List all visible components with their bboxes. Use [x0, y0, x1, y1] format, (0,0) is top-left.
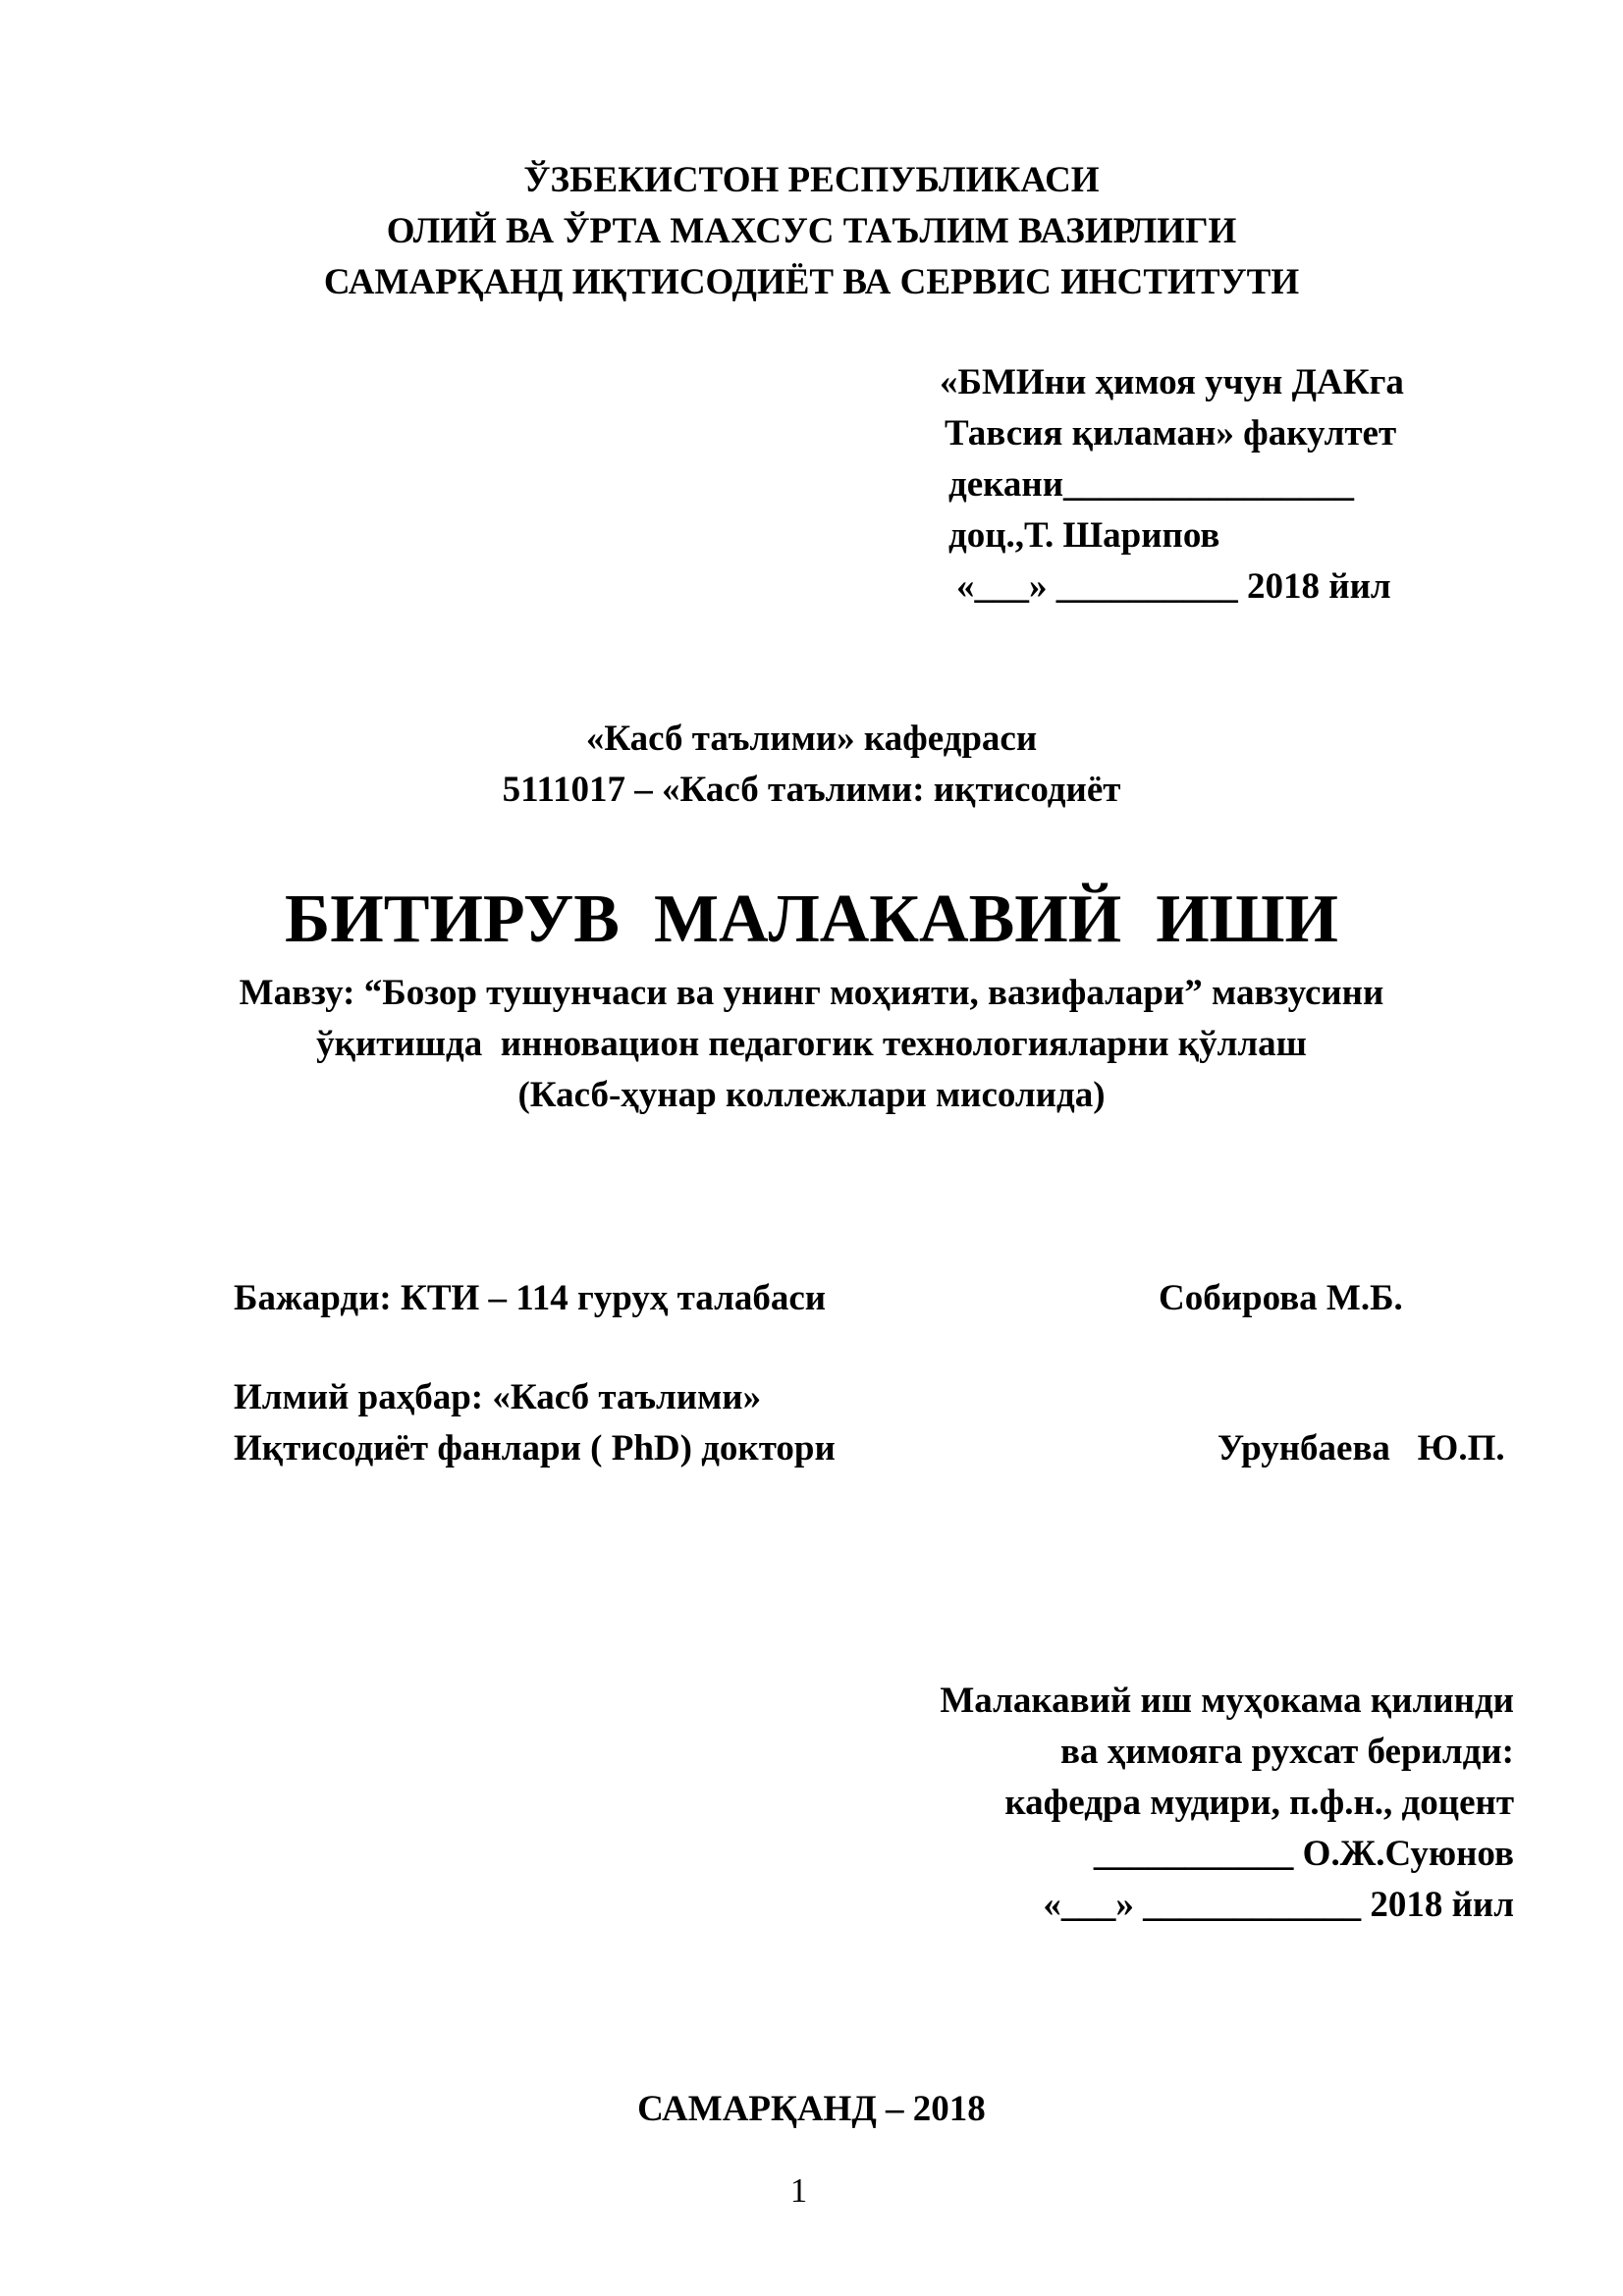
approval-line-5: «___» __________ 2018 йил — [956, 566, 1391, 607]
approval-line-4: доц.,Т. Шарипов — [948, 515, 1220, 556]
discussion-line-4: ___________ О.Ж.Суюнов — [1093, 1834, 1514, 1874]
discussion-line-5: «___» ____________ 2018 йил — [1043, 1885, 1514, 1925]
supervisor-name: Урунбаева Ю.П. — [1217, 1428, 1505, 1468]
supervisor-line-1: Илмий раҳбар: «Касб таълими» — [234, 1377, 762, 1417]
discussion-block — [940, 1676, 1514, 1931]
header-line-institute: САМАРҚАНД ИҚТИСОДИЁТ ВА СЕРВИС ИНСТИТУТИ — [323, 262, 1300, 302]
author-label: Бажарди: КТИ – 114 гуруҳ талабаси — [234, 1278, 827, 1318]
author-name: Собирова М.Б. — [1159, 1278, 1403, 1318]
document-title: БИТИРУВ МАЛАКАВИЙ ИШИ — [285, 881, 1338, 957]
topic-line-1: Мавзу: “Бозор тушунчаси ва унинг моҳияти, вазифалари” мавзусини — [239, 973, 1384, 1013]
topic-line-2: ўқитишда инновацион педагогик технологияларни қўллаш — [316, 1024, 1307, 1064]
city-year: САМАРҚАНД – 2018 — [637, 2089, 986, 2129]
header-line-ministry: ОЛИЙ ВА ЎРТА МАХСУС ТАЪЛИМ ВАЗИРЛИГИ — [386, 211, 1237, 251]
discussion-line-1: Малакавий иш муҳокама қилинди — [940, 1681, 1514, 1721]
approval-line-1: «БМИни ҳимоя учун ДАКга — [940, 362, 1404, 402]
supervisor-line-2: Иқтисодиёт фанлари ( PhD) доктори — [234, 1428, 836, 1468]
discussion-line-2: ва ҳимояга рухсат берилди: — [1060, 1732, 1514, 1772]
topic-line-3: (Касб-ҳунар коллежлари мисолида) — [517, 1075, 1106, 1115]
department-block — [0, 714, 1623, 816]
department-line-2: 5111017 – «Касб таълими: иқтисодиёт — [502, 770, 1121, 810]
topic-block — [0, 968, 1623, 1121]
page-number: 1 — [789, 2171, 808, 2210]
department-line-1: «Касб таълими» кафедраси — [585, 719, 1038, 759]
ministry-header — [0, 155, 1623, 308]
discussion-line-3: кафедра мудири, п.ф.н., доцент — [1004, 1783, 1514, 1823]
header-line-country: ЎЗБЕКИСТОН РЕСПУБЛИКАСИ — [523, 160, 1100, 200]
approval-line-2: Тавсия қиламан» факултет — [945, 413, 1397, 454]
approval-line-3: декани________________ — [948, 464, 1355, 505]
